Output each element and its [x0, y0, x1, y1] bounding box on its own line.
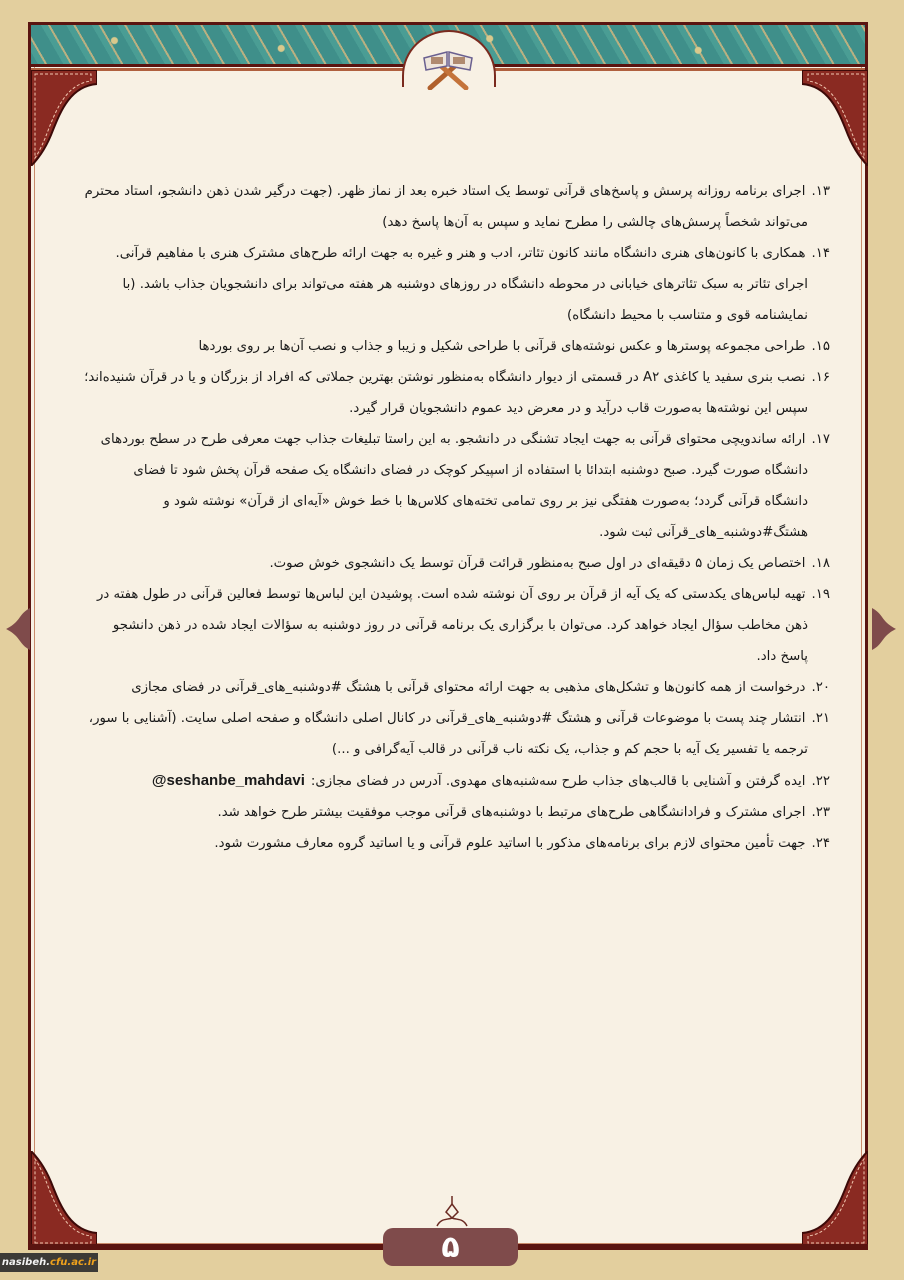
item-text: می‌تواند شخصاً پرسش‌های چالشی را مطرح نماید و سپس به آن‌ها پاسخ دهد): [382, 215, 808, 230]
item-text: تهیه لباس‌های یکدستی که یک آیه از قرآن بر روی آن نوشته شده است. پوشیدن این لباس‌ها توسط فعالین قرآنی در طول هفته در: [96, 587, 806, 602]
item-first-line: [80, 828, 830, 859]
item-number: ۱۸.: [811, 556, 830, 571]
item-first-line: [80, 765, 830, 797]
list-item: [80, 797, 830, 828]
item-text: پاسخ داد.: [756, 649, 808, 664]
item-number: ۱۴.: [811, 246, 830, 261]
side-tab-right-ornament: [872, 608, 896, 650]
item-first-line: [80, 548, 830, 579]
item-first-line: [80, 424, 830, 455]
item-first-line: [80, 362, 830, 393]
item-text: اختصاص یک زمان ۵ دقیقه‌ای در اول صبح به‌منظور قرائت قرآن توسط یک دانشجوی خوش صوت.: [269, 556, 806, 571]
watermark-prefix: nasibeh.: [1, 1257, 51, 1268]
item-first-line: [80, 797, 830, 828]
item-continuation-line: [80, 734, 830, 765]
item-text: ذهن مخاطب سؤال ایجاد خواهد کرد. می‌توان با برگزاری یک برنامه قرآنی در روز دوشنبه به سؤالات ایجاد شده در ذهن دانشجو: [112, 618, 808, 633]
item-text: اجرای برنامه روزانه پرسش و پاسخ‌های قرآنی توسط یک استاد خبره بعد از نماز ظهر. (جهت درگیر شدن ذهن دانشجو، استاد محترم: [84, 184, 806, 199]
item-text: انتشار چند پست با موضوعات قرآنی و هشتگ #دوشنبه_های_قرآنی در کانال اصلی دانشگاه و صفحه اصلی سایت. (آشنایی با سور،: [88, 711, 806, 726]
item-continuation-line: [80, 486, 830, 517]
list-item: [80, 548, 830, 579]
item-first-line: [80, 703, 830, 734]
item-first-line: [80, 579, 830, 610]
item-text: همکاری با کانون‌های هنری دانشگاه مانند کانون تئاتر، ادب و هنر و غیره به جهت ارائه طرح‌های مشترک هنری با مفاهیم قرآنی.: [115, 246, 806, 261]
list-item: [80, 828, 830, 859]
item-first-line: [80, 672, 830, 703]
item-text: اجرای مشترک و فرادانشگاهی طرح‌های مرتبط با دوشنبه‌های قرآنی موجب موفقیت بیشتر طرح خواهد شد.: [217, 805, 806, 820]
item-first-line: [80, 176, 830, 207]
item-continuation-line: [80, 269, 830, 300]
social-handle-link[interactable]: @seshanbe_mahdavi: [151, 772, 305, 789]
document-body: [80, 176, 830, 859]
item-text: دانشگاه صورت گیرد. صبح دوشنبه ابتدائا با استفاده از اسپیکر کوچک در فضای دانشگاه یک صفحه قرآن پخش شود تا فضای: [133, 463, 808, 478]
list-item: [80, 238, 830, 331]
item-continuation-line: [80, 393, 830, 424]
list-item: [80, 703, 830, 765]
list-item: [80, 176, 830, 238]
list-item: [80, 331, 830, 362]
list-item: [80, 672, 830, 703]
item-number: ۱۳.: [811, 184, 830, 199]
item-text: نمایشنامه قوی و متناسب با محیط دانشگاه): [567, 308, 808, 323]
item-text: جهت تأمین محتوای لازم برای برنامه‌های مذکور با اساتید علوم قرآنی و یا اساتید گروه معارف مشورت شود.: [214, 836, 806, 851]
item-number: ۱۹.: [811, 587, 830, 602]
item-number: ۲۰.: [811, 680, 830, 695]
item-continuation-line: [80, 455, 830, 486]
corner-ornament-top-right: [802, 70, 868, 166]
item-text: ترجمه یا تفسیر یک آیه با حجم کم و جذاب، یک نکته ناب قرآنی در قالب آیه‌گرافی و ...): [331, 742, 808, 757]
quran-on-stand-icon: [418, 44, 478, 90]
item-text: اجرای تئاتر به سبک تئاترهای خیابانی در محوطه دانشگاه در روزهای دوشنبه هر هفته می‌تواند برای دانشجویان جذاب باشد. (با: [122, 277, 808, 292]
page-number: ۵: [383, 1228, 518, 1266]
list-item: [80, 765, 830, 797]
item-continuation-line: [80, 610, 830, 641]
item-text: سپس این نوشته‌ها به‌صورت قاب درآید و در معرض دید عموم دانشجویان قرار گیرد.: [349, 401, 808, 416]
item-text: طراحی مجموعه پوسترها و عکس نوشته‌های قرآنی با طراحی شکیل و زیبا و جذاب و نصب آن‌ها بر روی بوردها: [198, 339, 806, 354]
site-watermark[interactable]: [0, 1253, 98, 1272]
item-number: ۲۳.: [811, 805, 830, 820]
item-text: هشتگ#دوشنبه_های_قرآنی ثبت شود.: [599, 525, 808, 540]
side-tab-left-ornament: [6, 608, 30, 650]
item-text: درخواست از همه کانون‌ها و تشکل‌های مذهبی به جهت ارائه محتوای قرآنی با هشتگ #دوشنبه_های_قرآنی در فضای مجازی: [131, 680, 806, 695]
item-number: ۱۷.: [811, 432, 830, 447]
corner-ornament-bottom-right: [802, 1151, 868, 1247]
item-number: ۱۶.: [811, 370, 830, 385]
item-continuation-line: [80, 517, 830, 548]
item-text: نصب بنری سفید یا کاغذی A۲ در قسمتی از دیوار دانشگاه به‌منظور نوشتن بهترین جملاتی که افراد از بزرگان و یا در قرآن شنیده‌اند؛: [84, 370, 806, 385]
list-item: [80, 424, 830, 548]
list-item: [80, 579, 830, 672]
corner-ornament-bottom-left: [31, 1151, 97, 1247]
corner-ornament-top-left: [31, 70, 97, 166]
item-text: دانشگاه قرآنی گردد؛ به‌صورت هفتگی نیز بر روی تمامی تخته‌های کلاس‌ها با خط خوش «آیه‌ای از قرآن» نوشته شود و: [163, 494, 808, 509]
item-continuation-line: [80, 641, 830, 672]
item-text: ارائه ساندویچی محتوای قرآنی به جهت ایجاد تشنگی در دانشجو. به این راستا تبلیغات جذاب جهت معرفی طرح در سطح بوردهای: [100, 432, 806, 447]
item-continuation-line: [80, 300, 830, 331]
item-number: ۲۴.: [811, 836, 830, 851]
watermark-domain: cfu.ac.ir: [50, 1257, 97, 1268]
item-number: ۲۱.: [811, 711, 830, 726]
list-item: [80, 362, 830, 424]
item-first-line: [80, 238, 830, 269]
item-continuation-line: [80, 207, 830, 238]
page-number-ornament-icon: [435, 1196, 469, 1228]
item-text: ایده گرفتن و آشنایی با قالب‌های جذاب طرح سه‌شنبه‌های مهدوی. آدرس در فضای مجازی:: [310, 774, 806, 789]
item-number: ۲۲.: [811, 774, 830, 789]
item-number: ۱۵.: [811, 339, 830, 354]
item-first-line: [80, 331, 830, 362]
